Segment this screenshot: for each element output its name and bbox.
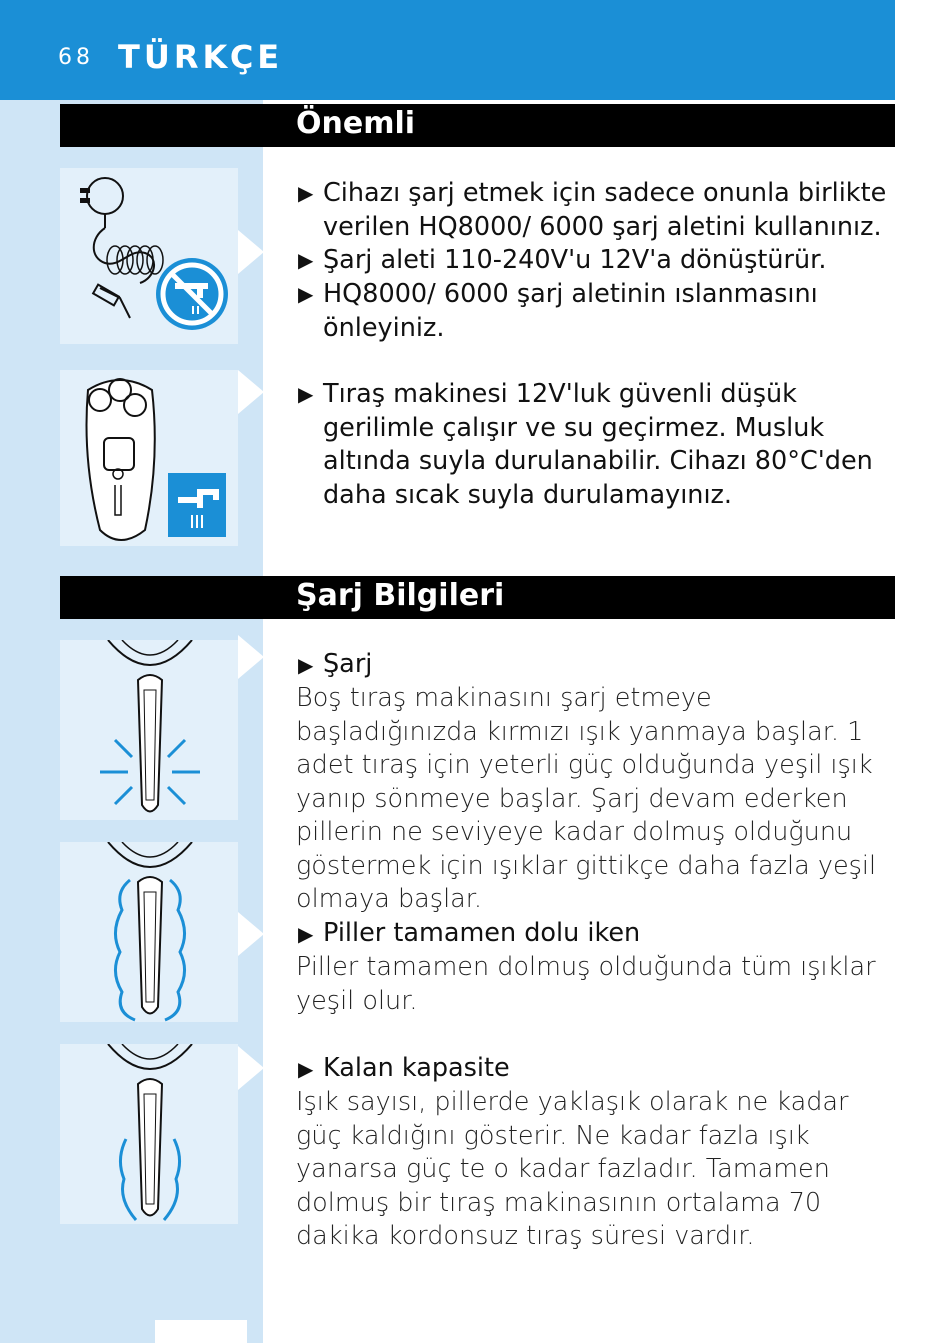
list-item <box>298 278 858 345</box>
footer-mark <box>155 1320 247 1343</box>
pointer-arrow <box>238 370 264 414</box>
charge-light-blinking-icon <box>60 640 238 820</box>
list-item <box>298 244 898 278</box>
subheading <box>298 1052 510 1087</box>
bullet-text: Şarj aleti 110-240V'u 12V'a dönüştürür. <box>323 245 827 275</box>
pointer-arrow <box>238 230 264 274</box>
bullet-icon: ▶ <box>298 382 314 406</box>
paragraph: Boş tıraş makinasını şarj etmeye başladığınızda kırmızı ışık yanmaya başlar. 1 adet tıraş için yeterli güç olduğunda yeşil ışık yanıp sönmeye başlar. Şarj devam ederken pillerin ne seviyeye kadar dolmuş olduğunu göstermek için ışıklar gittikçe daha fazla yeşil olmaya başlar. <box>296 683 877 914</box>
subheading <box>298 648 372 683</box>
charge-light-full-icon <box>60 842 238 1022</box>
list-item <box>298 378 898 512</box>
charge-light-remaining-icon <box>60 1044 238 1224</box>
subheading-text: Piller tamamen dolu iken <box>323 918 641 948</box>
paragraph: Işık sayısı, pillerde yaklaşık olarak ne kadar güç kaldığını gösterir. Ne kadar fazla ışık yanarsa güç te o kadar fazladır. Tamamen dolmuş bir tıraş makinasının ortalama 70 dakika kordonsuz tıraş süresi vardır. <box>296 1087 849 1251</box>
charger-no-water-icon <box>60 168 238 344</box>
bullet-icon: ▶ <box>298 1057 314 1081</box>
bullet-icon: ▶ <box>298 248 314 272</box>
bullet-text: HQ8000/ 6000 şarj aletinin ıslanmasını önleyiniz. <box>323 279 818 343</box>
subheading-text: Şarj <box>323 649 373 679</box>
list-item <box>298 177 898 244</box>
pointer-arrow <box>238 1046 264 1090</box>
bullet-text: Tıraş makinesi 12V'luk güvenli düşük gerilimle çalışır ve su geçirmez. Musluk altında suyla durulanabilir. Cihazı 80°C'den daha sıcak suyla durulamayınız. <box>323 379 873 510</box>
section-title: Önemli <box>296 106 416 141</box>
pointer-arrow <box>238 912 264 956</box>
subheading <box>298 917 640 952</box>
subheading-text: Kalan kapasite <box>323 1053 510 1083</box>
page-number: 68 <box>58 45 94 70</box>
bullet-icon: ▶ <box>298 181 314 205</box>
bullet-icon: ▶ <box>298 653 314 677</box>
section-title: Şarj Bilgileri <box>296 578 505 613</box>
bullet-icon: ▶ <box>298 282 314 306</box>
paragraph: Piller tamamen dolmuş olduğunda tüm ışıklar yeşil olur. <box>296 952 876 1016</box>
language-heading: TÜRKÇE <box>118 38 284 76</box>
pointer-arrow <box>238 635 264 679</box>
section-bar-charging <box>60 576 895 619</box>
bullet-icon: ▶ <box>298 922 314 946</box>
bullet-text: Cihazı şarj etmek için sadece onunla birlikte verilen HQ8000/ 6000 şarj aletini kullanınız. <box>323 178 887 242</box>
shaver-rinse-icon <box>60 370 238 546</box>
section-bar-important <box>60 104 895 147</box>
